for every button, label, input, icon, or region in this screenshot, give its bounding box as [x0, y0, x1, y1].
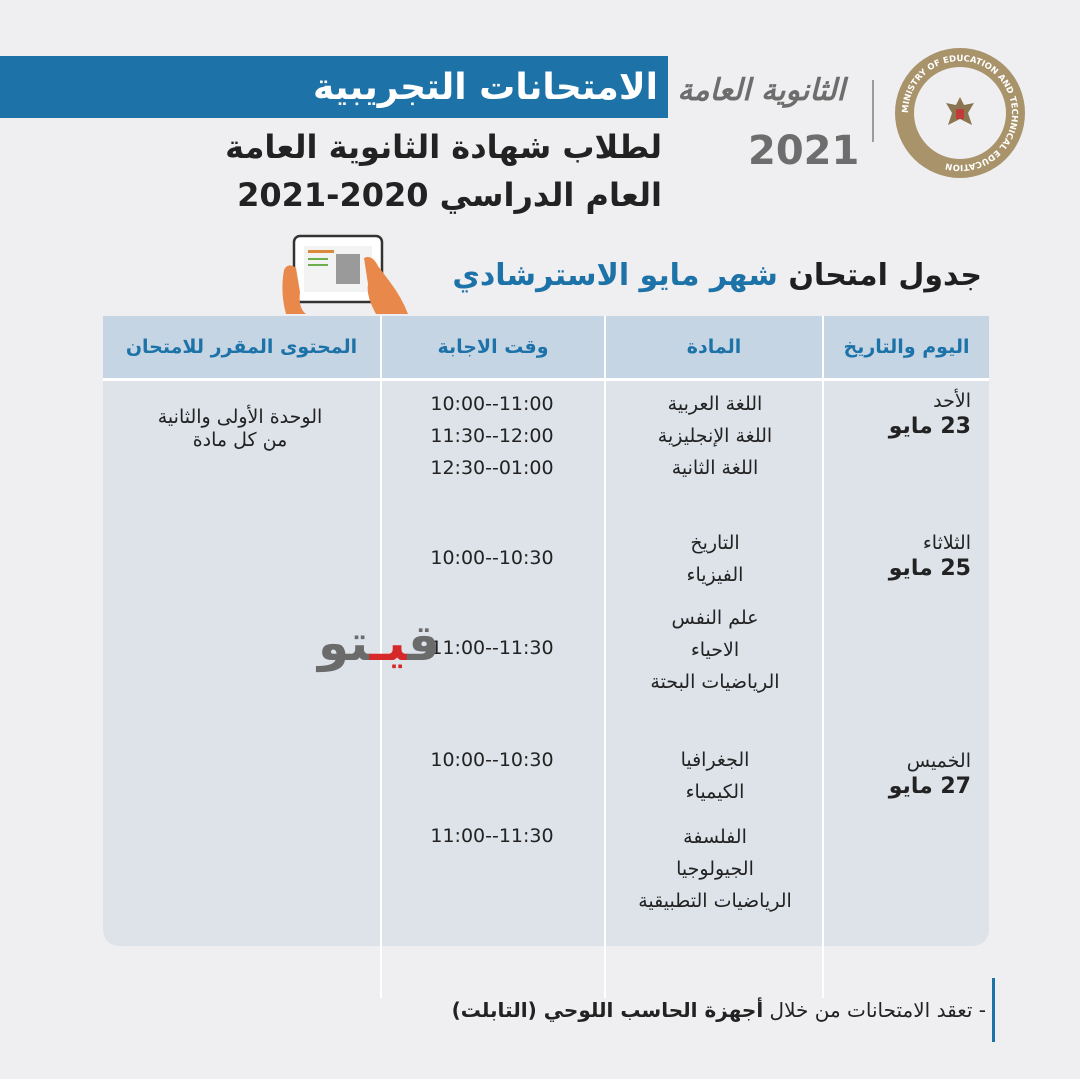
header-answer-time: وقت الاجابة [437, 336, 549, 358]
footer-note [452, 998, 986, 1022]
footer-highlight: أجهزة الحاسب اللوحي (التابلت) [451, 998, 764, 1022]
subject-item: الفيزياء [686, 564, 744, 586]
tablet-hands-icon [280, 232, 410, 314]
footer-prefix: - تعقد الامتحانات من خلال [763, 998, 986, 1022]
title-banner [0, 56, 668, 118]
schedule-heading [452, 258, 982, 293]
day-date: 23 مايو [888, 414, 971, 439]
day-cell [889, 388, 971, 440]
header-day-date: اليوم والتاريخ [843, 336, 970, 358]
subject-item: اللغة الإنجليزية [657, 425, 773, 447]
year-2021-label: 2021 [748, 128, 860, 174]
subject-item: التاريخ [690, 532, 740, 554]
subtitle-academic-year: العام الدراسي 2020-2021 [237, 176, 662, 214]
time-slot: 12:30--01:00 [430, 457, 554, 479]
header-divider [103, 378, 989, 381]
subject-item: الفلسفة [683, 826, 747, 848]
subtitle-students: لطلاب شهادة الثانوية العامة [225, 128, 662, 166]
time-slot: 10:00--11:00 [430, 393, 554, 415]
subject-item: اللغة الثانية [671, 457, 759, 479]
subject-group [605, 744, 825, 808]
day-date: 25 مايو [888, 556, 971, 581]
day-date: 27 مايو [888, 774, 971, 799]
subject-group [605, 527, 825, 591]
svg-text:الثانوية العامة: الثانوية العامة [677, 73, 845, 108]
exam-content-note [115, 406, 365, 452]
watermark-part: تو [318, 614, 370, 672]
time-group [379, 388, 605, 484]
day-name: الأحد [933, 390, 971, 412]
content-line: الوحدة الأولى والثانية [157, 406, 323, 428]
watermark-logo [318, 614, 440, 672]
day-cell [889, 748, 971, 800]
subject-item: الجغرافيا [680, 749, 750, 771]
day-name: الثلاثاء [922, 532, 971, 554]
heading-highlight: شهر مايو الاسترشادي [452, 258, 778, 293]
subject-item: الرياضيات البحتة [650, 671, 780, 693]
subject-group [605, 602, 825, 698]
subject-item: الرياضيات التطبيقية [638, 890, 792, 912]
footer-accent-bar [992, 978, 995, 1042]
seal-ring-text [895, 48, 1025, 178]
time-slot: 10:00--10:30 [430, 749, 554, 771]
time-slot: 10:00--10:30 [430, 547, 554, 569]
subject-group [605, 821, 825, 917]
watermark-part: ق [407, 614, 441, 672]
watermark-part: يـ [369, 614, 408, 672]
heading-part1: جدول امتحان [777, 258, 982, 293]
subject-item: الكيمياء [685, 781, 745, 803]
schedule-table [103, 316, 989, 946]
subject-item: الجيولوجيا [676, 858, 754, 880]
subject-item: علم النفس [671, 607, 759, 629]
logo-divider [872, 80, 874, 142]
day-cell [889, 530, 971, 582]
svg-text:MINISTRY OF EDUCATION AND TECH: MINISTRY OF EDUCATION AND TECHNICAL EDUCATION [900, 53, 1020, 173]
time-slot: 11:00--11:30 [430, 825, 554, 847]
subject-item: اللغة العربية [667, 393, 763, 415]
time-slot: 11:00--11:30 [430, 637, 554, 659]
time-slot: 11:30--12:00 [430, 425, 554, 447]
header-subject: المادة [686, 336, 742, 358]
content-line: من كل مادة [192, 429, 288, 451]
ministry-seal-logo [895, 48, 1025, 178]
page-title: الامتحانات التجريبية [313, 66, 658, 108]
header-content: المحتوى المقرر للامتحان [125, 336, 358, 358]
subject-item: الاحياء [690, 639, 740, 661]
day-name: الخميس [906, 750, 971, 772]
subject-group [605, 388, 825, 484]
